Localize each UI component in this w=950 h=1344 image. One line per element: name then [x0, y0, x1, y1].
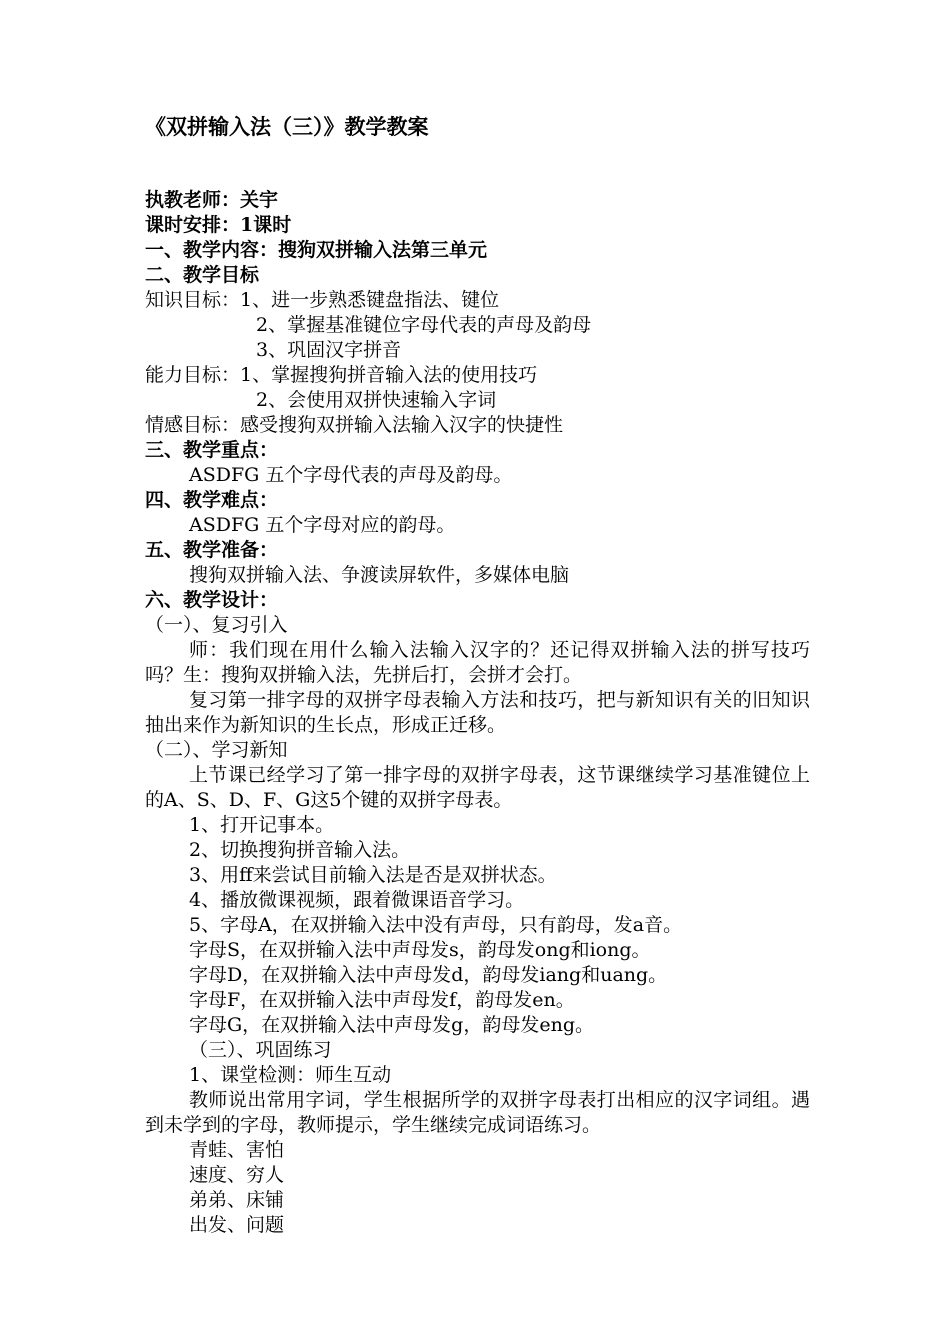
knowledge-goal-1: 知识目标：1、进一步熟悉键盘指法、键位 — [145, 289, 500, 311]
step-item: 字母F，在双拼输入法中声母发f，韵母发en。 — [189, 989, 575, 1011]
part-new-knowledge-heading: （二）、学习新知 — [145, 739, 288, 761]
review-paragraph-1: 师：我们现在用什么输入法输入汉字的？还记得双拼输入法的拼写技巧吗？生：搜狗双拼输入法，先拼后打，会拼才会打。 — [145, 639, 810, 686]
step-item: 4、播放微课视频，跟着微课语音学习。 — [189, 889, 525, 911]
part-practice-heading: （三）、巩固练习 — [189, 1039, 332, 1061]
hours-line: 课时安排：1课时 — [145, 214, 292, 236]
word-pair: 出发、问题 — [189, 1214, 285, 1236]
review-paragraph-2: 复习第一排字母的双拼字母表输入方法和技巧，把与新知识有关的旧知识抽出来作为新知识的生长点，形成正迁移。 — [145, 689, 810, 736]
teacher-line: 执教老师：关宇 — [145, 189, 279, 211]
step-item: 字母S，在双拼输入法中声母发s，韵母发ong和iong。 — [189, 939, 651, 961]
word-pair: 青蛙、害怕 — [189, 1139, 285, 1161]
ability-goal-2: 2、会使用双拼快速输入字词 — [256, 389, 497, 411]
document-title: 《双拼输入法（三）》教学教案 — [145, 114, 429, 139]
emotion-goal: 情感目标：感受搜狗双拼输入法输入汉字的快捷性 — [145, 414, 564, 436]
step-item: 1、打开记事本。 — [189, 814, 335, 836]
new-knowledge-paragraph: 上节课已经学习了第一排字母的双拼字母表，这节课继续学习基准键位上的A、S、D、F、G这5个键的双拼字母表。 — [145, 764, 810, 811]
step-item: 3、用ff来尝试目前输入法是否是双拼状态。 — [189, 864, 557, 886]
section-design-heading: 六、教学设计： — [145, 589, 279, 611]
section-difficulties-heading: 四、教学难点： — [145, 489, 279, 511]
step-item: 2、切换搜狗拼音输入法。 — [189, 839, 411, 861]
knowledge-goal-2: 2、掌握基准键位字母代表的声母及韵母 — [256, 314, 592, 336]
lesson-plan — [145, 113, 810, 1238]
section-goals-heading: 二、教学目标 — [145, 264, 260, 286]
part-review-heading: （一）、复习引入 — [145, 614, 288, 636]
preparation-text: 搜狗双拼输入法、争渡读屏软件，多媒体电脑 — [189, 564, 570, 586]
practice-line-1: 1、课堂检测：师生互动 — [189, 1064, 392, 1086]
step-item: 字母G，在双拼输入法中声母发g，韵母发eng。 — [189, 1014, 594, 1036]
step-item: 5、字母A，在双拼输入法中没有声母，只有韵母，发a音。 — [189, 914, 683, 936]
word-pair: 弟弟、床铺 — [189, 1189, 285, 1211]
word-pair: 速度、穷人 — [189, 1164, 285, 1186]
ability-goal-1: 能力目标：1、掌握搜狗拼音输入法的使用技巧 — [145, 364, 538, 386]
knowledge-goal-3: 3、巩固汉字拼音 — [256, 339, 402, 361]
section-key-points-heading: 三、教学重点： — [145, 439, 279, 461]
key-points-text: ASDFG 五个字母代表的声母及韵母。 — [189, 464, 513, 486]
step-item: 字母D，在双拼输入法中声母发d，韵母发iang和uang。 — [189, 964, 668, 986]
section-content-heading: 一、教学内容：搜狗双拼输入法第三单元 — [145, 239, 488, 261]
difficulties-text: ASDFG 五个字母对应的韵母。 — [189, 514, 456, 536]
section-preparation-heading: 五、教学准备： — [145, 539, 279, 561]
practice-paragraph: 教师说出常用字词，学生根据所学的双拼字母表打出相应的汉字词组。遇到未学到的字母，教师提示，学生继续完成词语练习。 — [145, 1089, 810, 1136]
